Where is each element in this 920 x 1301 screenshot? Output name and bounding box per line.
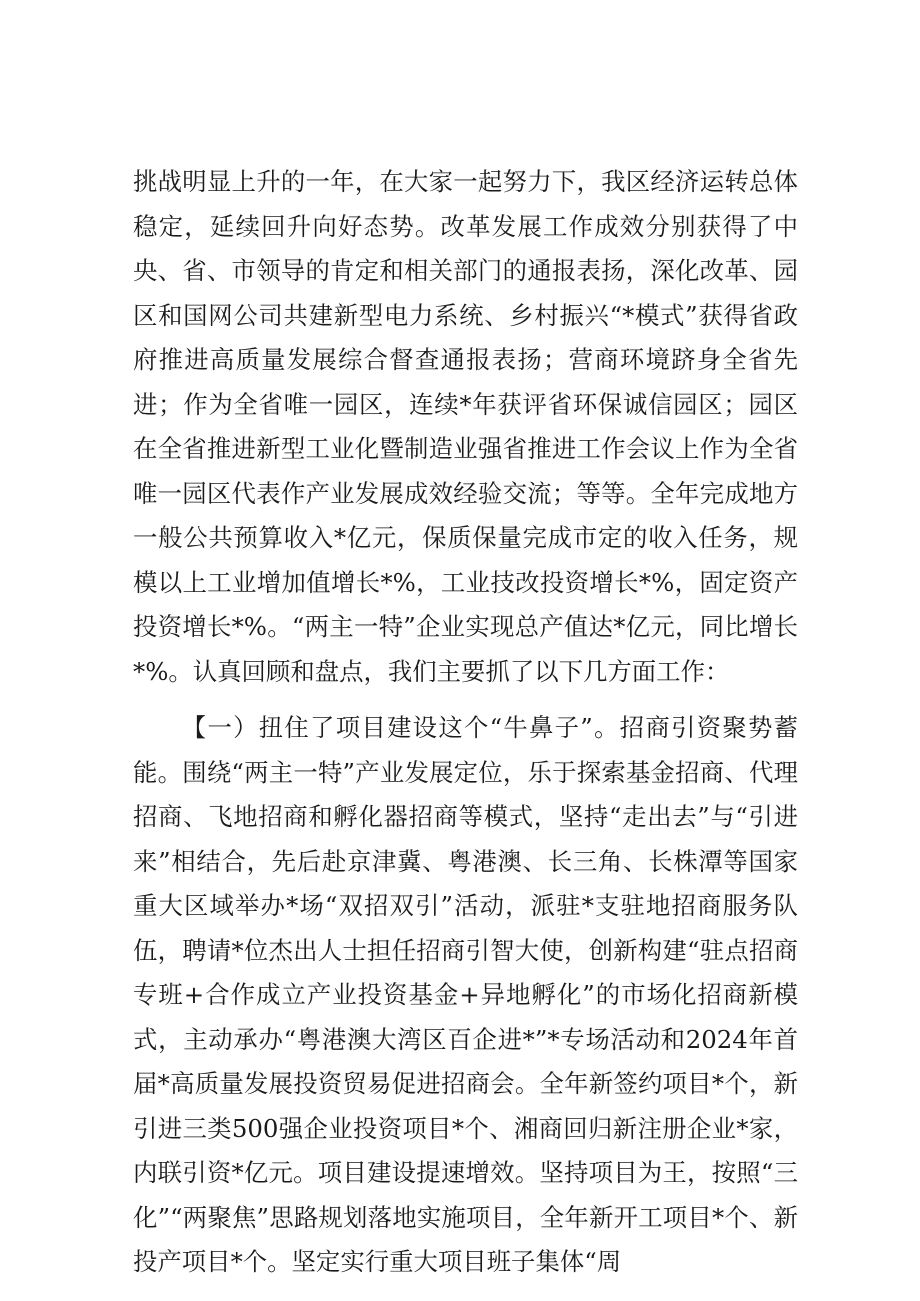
paragraph-summary: 挑战明显上升的一年，在大家一起努力下，我区经济运转总体稳定，延续回升向好态势。改革发展工作成效分别获得了中央、省、市领导的肯定和相关部门的通报表扬，深化改革、园区和国网公司共建新型电力系统、乡村振兴“*模式”获得省政府推进高质量发展综合督查通报表扬；营商环境跻身全省先进；作为全省唯一园区，连续*年获评省环保诚信园区；园区在全省推进新型工业化暨制造业强省推进工作会议上作为全省唯一园区代表作产业发展成效经验交流；等等。全年完成地方一般公共预算收入*亿元，保质保量完成市定的收入任务，规模以上工业增加值增长*%，工业技改投资增长*%，固定资产投资增长*%。“两主一特”企业实现总产值达*亿元，同比增长*%。认真回顾和盘点，我们主要抓了以下几方面工作： xyxy=(133,167,798,686)
document-body xyxy=(133,160,798,1285)
paragraph-spacer xyxy=(133,694,798,706)
paragraph-project-construction: 【一）扭住了项目建设这个“牛鼻子”。招商引资聚势蓄能。围绕“两主一特”产业发展定位，乐于探索基金招商、代理招商、飞地招商和孵化器招商等模式，坚持“走出去”与“引进来”相结合，先后赴京津冀、粤港澳、长三角、长株潭等国家重大区域举办*场“双招双引”活动，派驻*支驻地招商服务队伍，聘请*位杰出人士担任招商引智大使，创新构建“驻点招商专班+合作成立产业投资基金+异地孵化”的市场化招商新模式，主动承办“粤港澳大湾区百企进*”*专场活动和2024年首届*高质量发展投资贸易促进招商会。全年新签约项目*个，新引进三类500强企业投资项目*个、湘商回归新注册企业*家，内联引资*亿元。项目建设提速增效。坚持项目为王，按照“三化”“两聚焦”思路规划落地实施项目，全年新开工项目*个、新投产项目*个。坚定实行重大项目班子集体“周 xyxy=(133,713,798,1276)
